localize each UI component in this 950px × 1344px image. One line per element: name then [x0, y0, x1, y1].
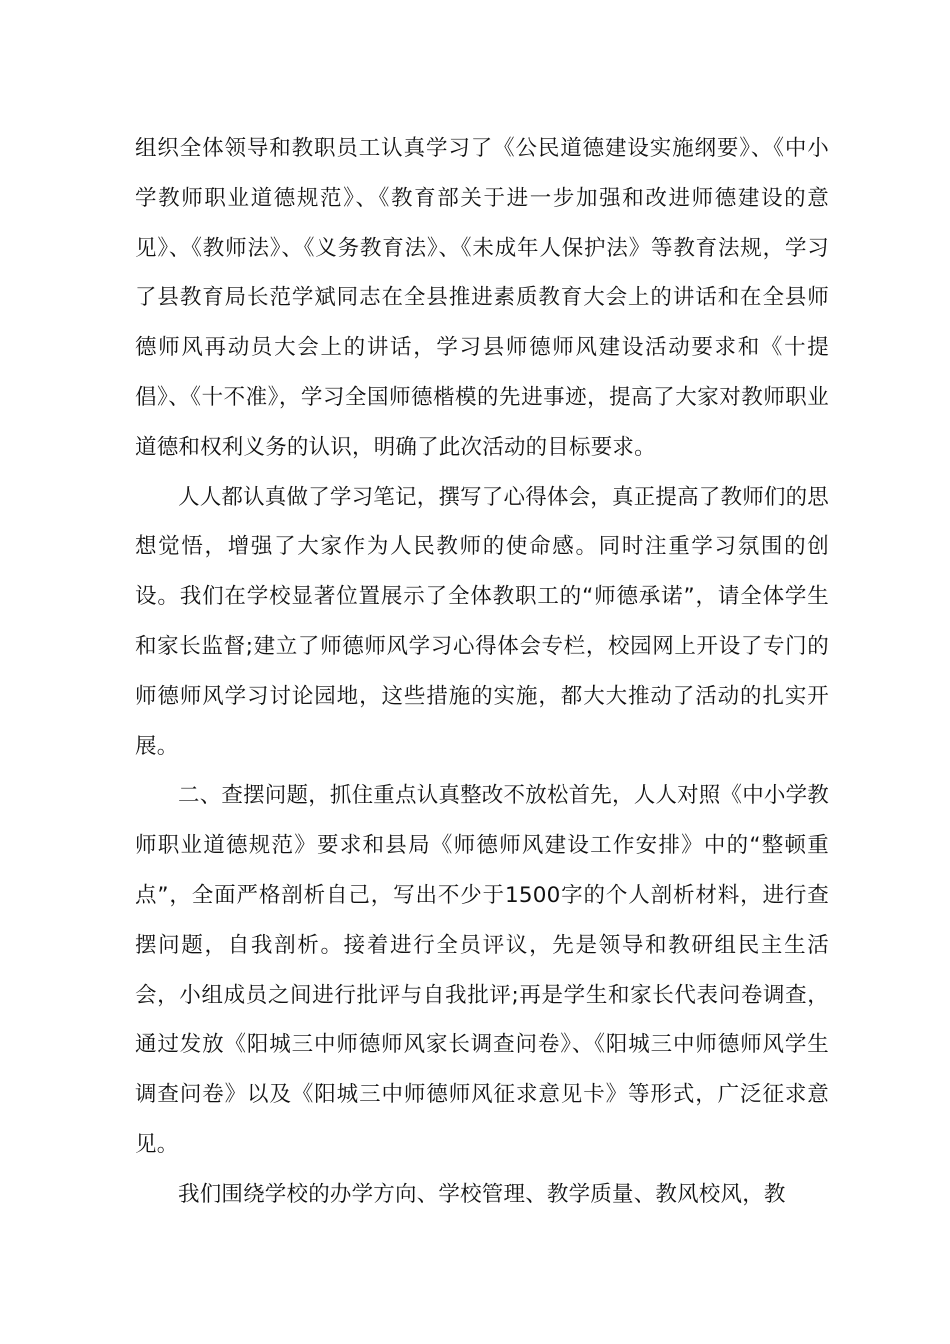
paragraph-continuation: 我们围绕学校的办学方向、学校管理、教学质量、教风校风，教 — [178, 1181, 786, 1207]
document-body — [135, 124, 829, 1220]
paragraph-study-notes: 人人都认真做了学习笔记，撰写了心得体会，真正提高了教师们的思想觉悟，增强了大家作为人民教师的使命感。同时注重学习氛围的创设。我们在学校显著位置展示了全体教职工的“师德承诺”，请全体学生和家长监督;建立了师德师风学习心得体会专栏，校园网上开设了专门的师德师风学习讨论园地，这些措施的实施，都大大推动了活动的扎实开展。 — [135, 484, 830, 759]
paragraph-section-two: 二、查摆问题，抓住重点认真整改不放松首先，人人对照《中小学教师职业道德规范》要求和县局《师德师风建设工作安排》中的“整顿重点”，全面严格剖析自己，写出不少于1500字的个人剖析材料，进行查摆问题，自我剖析。接着进行全员评议，先是领导和教研组民主生活会，小组成员之间进行批评与自我批评;再是学生和家长代表问卷调查，通过发放《阳城三中师德师风家长调查问卷》、《阳城三中师德师风学生调查问卷》以及《阳城三中师德师风征求意见卡》等形式，广泛征求意见。 — [135, 783, 830, 1157]
paragraph-study-content: 组织全体领导和教职员工认真学习了《公民道德建设实施纲要》、《中小学教师职业道德规范》、《教育部关于进一步加强和改进师德建设的意见》、《教师法》、《义务教育法》、《未成年人保护法》等教育法规，学习了县教育局长范学斌同志在全县推进素质教育大会上的讲话和在全县师德师风再动员大会上的讲话，学习县师德师风建设活动要求和《十提倡》、《十不准》，学习全国师德楷模的先进事迹，提高了大家对教师职业道德和权利义务的认识，明确了此次活动的目标要求。 — [135, 136, 829, 460]
